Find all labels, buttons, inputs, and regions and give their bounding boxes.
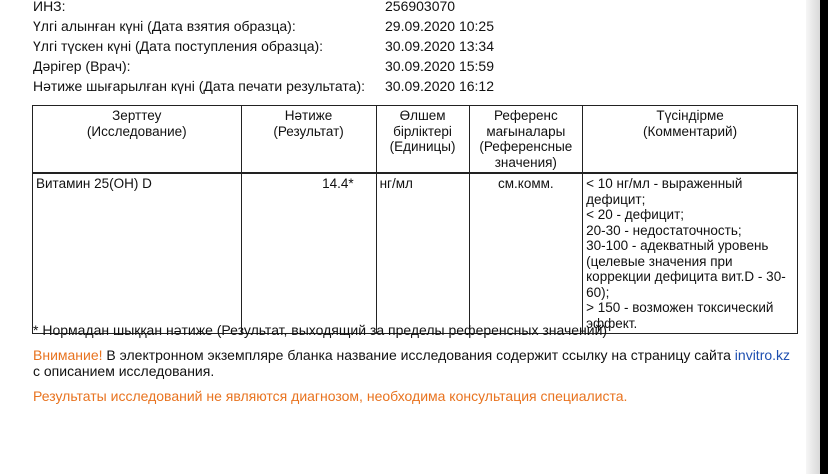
comment-line: эффект. [586, 315, 638, 331]
warning-text-2: с описанием исследования. [33, 363, 215, 379]
header-units [376, 106, 469, 174]
header-reference [469, 106, 583, 174]
cell-units: нг/мл [376, 173, 469, 334]
cell-test-name: Витамин 25(OH) D [33, 173, 242, 334]
meta-label-receipt-date: Үлгі түскен күні (Дата поступления образца): [33, 38, 324, 54]
table-row [33, 173, 798, 334]
comment-line: < 10 нг/мл - выраженный [586, 176, 743, 191]
meta-value-print-date: 30.09.2020 16:12 [385, 78, 494, 94]
meta-value-inz: 256903070 [385, 0, 456, 14]
footnote: * Нормадан шыққан нәтиже (Результат, выходящий за пределы референсных значений) [33, 322, 608, 338]
header-result-line: (Результат) [273, 123, 344, 139]
comment-line: 60); [586, 284, 610, 300]
header-comment-line: Түсіндірме [656, 108, 724, 123]
meta-label-print-date: Нәтиже шығарылған күні (Дата печати результата): [33, 78, 366, 94]
comment-line: 20-30 - недостаточность; [586, 222, 742, 238]
header-reference-line: (Референсные [479, 139, 573, 154]
warning-label: Внимание! [33, 347, 103, 363]
comment-line: 30-100 - адекватный уровень [586, 238, 769, 253]
header-reference-line: Референс [493, 108, 558, 123]
header-test [33, 106, 242, 174]
meta-value-sample-date: 29.09.2020 10:25 [385, 18, 494, 34]
comment-line: > 150 - возможен токсический [586, 300, 774, 315]
meta-value-doctor: 30.09.2020 15:59 [385, 58, 494, 74]
header-test-line: (Исследование) [86, 123, 187, 139]
meta-value-receipt-date: 30.09.2020 13:34 [385, 38, 494, 54]
comment-line: < 20 - дефицит; [586, 207, 685, 222]
header-units-line: бірліктері [393, 123, 452, 139]
header-units-line: Өлшем [399, 108, 446, 123]
table-header-row [33, 106, 798, 174]
header-reference-line: мағыналары [486, 123, 566, 139]
warning-text: В электронном экземпляре бланка название исследования содержит ссылку на страницу сайта [102, 347, 735, 363]
header-comment-line: (Комментарий) [643, 123, 738, 139]
disclaimer: Результаты исследований не являются диагнозом, необходима консультация специалиста. [33, 388, 628, 404]
meta-label-doctor: Дәрігер (Врач): [33, 58, 131, 74]
header-test-line: Зерттеу [112, 108, 162, 123]
header-result [241, 106, 376, 174]
invitro-link[interactable]: invitro.kz [734, 347, 791, 363]
cell-comment [583, 173, 798, 334]
results-table [32, 105, 798, 334]
comment-line: (целевые значения при [586, 253, 733, 269]
cell-result-value: 14.4* [241, 173, 376, 334]
header-result-line: Нәтиже [284, 108, 333, 123]
cell-reference: см.комм. [469, 173, 583, 334]
warning-notice [33, 347, 793, 379]
header-reference-line: значения) [494, 154, 557, 170]
page-edge-shadow [806, 0, 820, 474]
meta-label-sample-date: Үлгі алынған күні (Дата взятия образца): [33, 18, 296, 34]
comment-line: дефицит; [586, 191, 646, 207]
header-comment [583, 106, 798, 174]
header-units-line: (Единицы) [389, 139, 456, 154]
comment-line: коррекции дефицита вит.D - 30- [586, 269, 786, 284]
meta-label-inz: ИНЗ: [33, 0, 66, 14]
